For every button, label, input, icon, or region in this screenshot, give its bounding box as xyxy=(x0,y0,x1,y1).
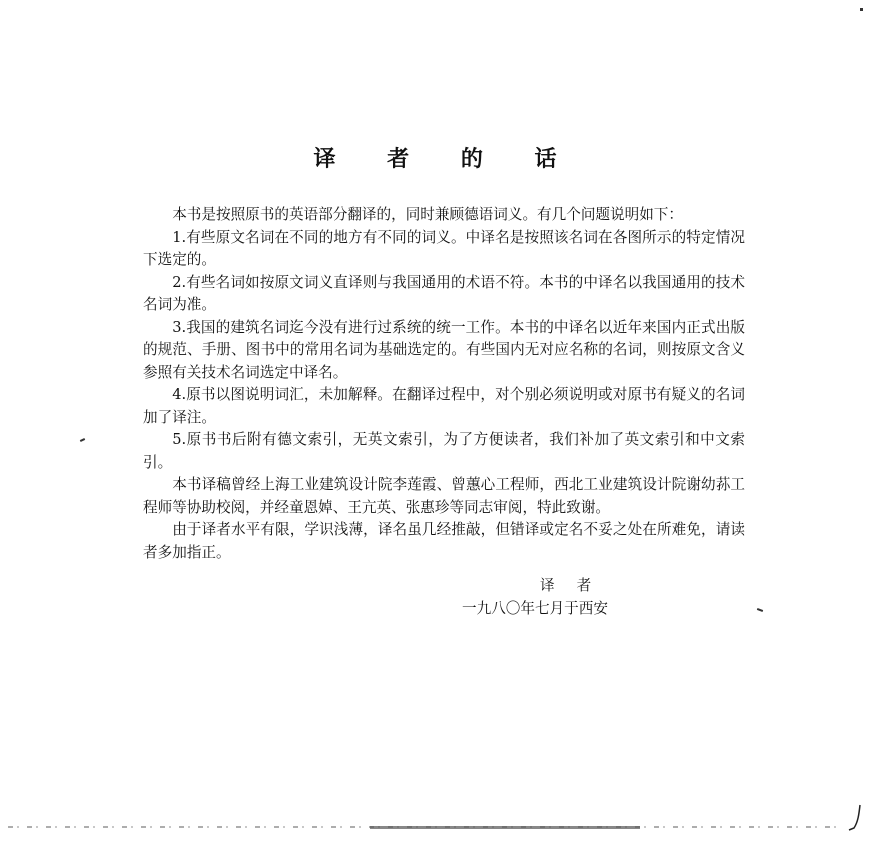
paragraph-closing: 由于译者水平有限，学识浅薄，译名虽几经推敲，但错译或定名不妥之处在所难免，请读者多加指正。 xyxy=(143,521,745,561)
scan-speck xyxy=(757,608,763,612)
scan-edge-line xyxy=(370,826,640,829)
paragraph-item-4: 4.原书以图说明词汇，未加解释。在翻译过程中，对个别必须说明或对原书有疑义的名词加了译注。 xyxy=(143,386,745,426)
page-corner-curl-icon xyxy=(848,804,862,832)
page-title: 译 者 的 话 xyxy=(313,146,579,172)
paragraph-item-5: 5.原书书后附有德文索引，无英文索引，为了方便读者，我们补加了英文索引和中文索引。 xyxy=(143,431,745,471)
paragraph-intro: 本书是按照原书的英语部分翻译的，同时兼顾德语词义。有几个问题说明如下： xyxy=(172,206,683,223)
paragraph-item-2: 2.有些名词如按原文词义直译则与我国通用的术语不符。本书的中译名以我国通用的技术名词为准。 xyxy=(143,273,745,313)
signature-date: 一九八〇年七月于西安 xyxy=(462,600,608,617)
paragraph-item-3: 3.我国的建筑名词迄今没有进行过系统的统一工作。本书的中译名以近年来国内正式出版的规范、手册、图书中的常用名词为基础选定的。有些国内无对应名称的名词，则按原文含义参照有关技术名词选定中译名。 xyxy=(143,318,745,381)
body-text xyxy=(143,204,745,564)
paragraph-acknowledgement: 本书译稿曾经上海工业建筑设计院李莲霞、曾蕙心工程师，西北工业建筑设计院谢幼荪工程师等协助校阅，并经童恩婥、王亢英、张惠珍等同志审阅，特此致谢。 xyxy=(143,476,745,516)
scan-speck xyxy=(80,438,85,442)
scan-speck xyxy=(860,8,863,11)
paragraph-item-1: 1.有些原文名词在不同的地方有不同的词义。中译名是按照该名词在各图所示的特定情况下选定的。 xyxy=(143,228,745,268)
signature-name: 译者 xyxy=(540,577,614,594)
